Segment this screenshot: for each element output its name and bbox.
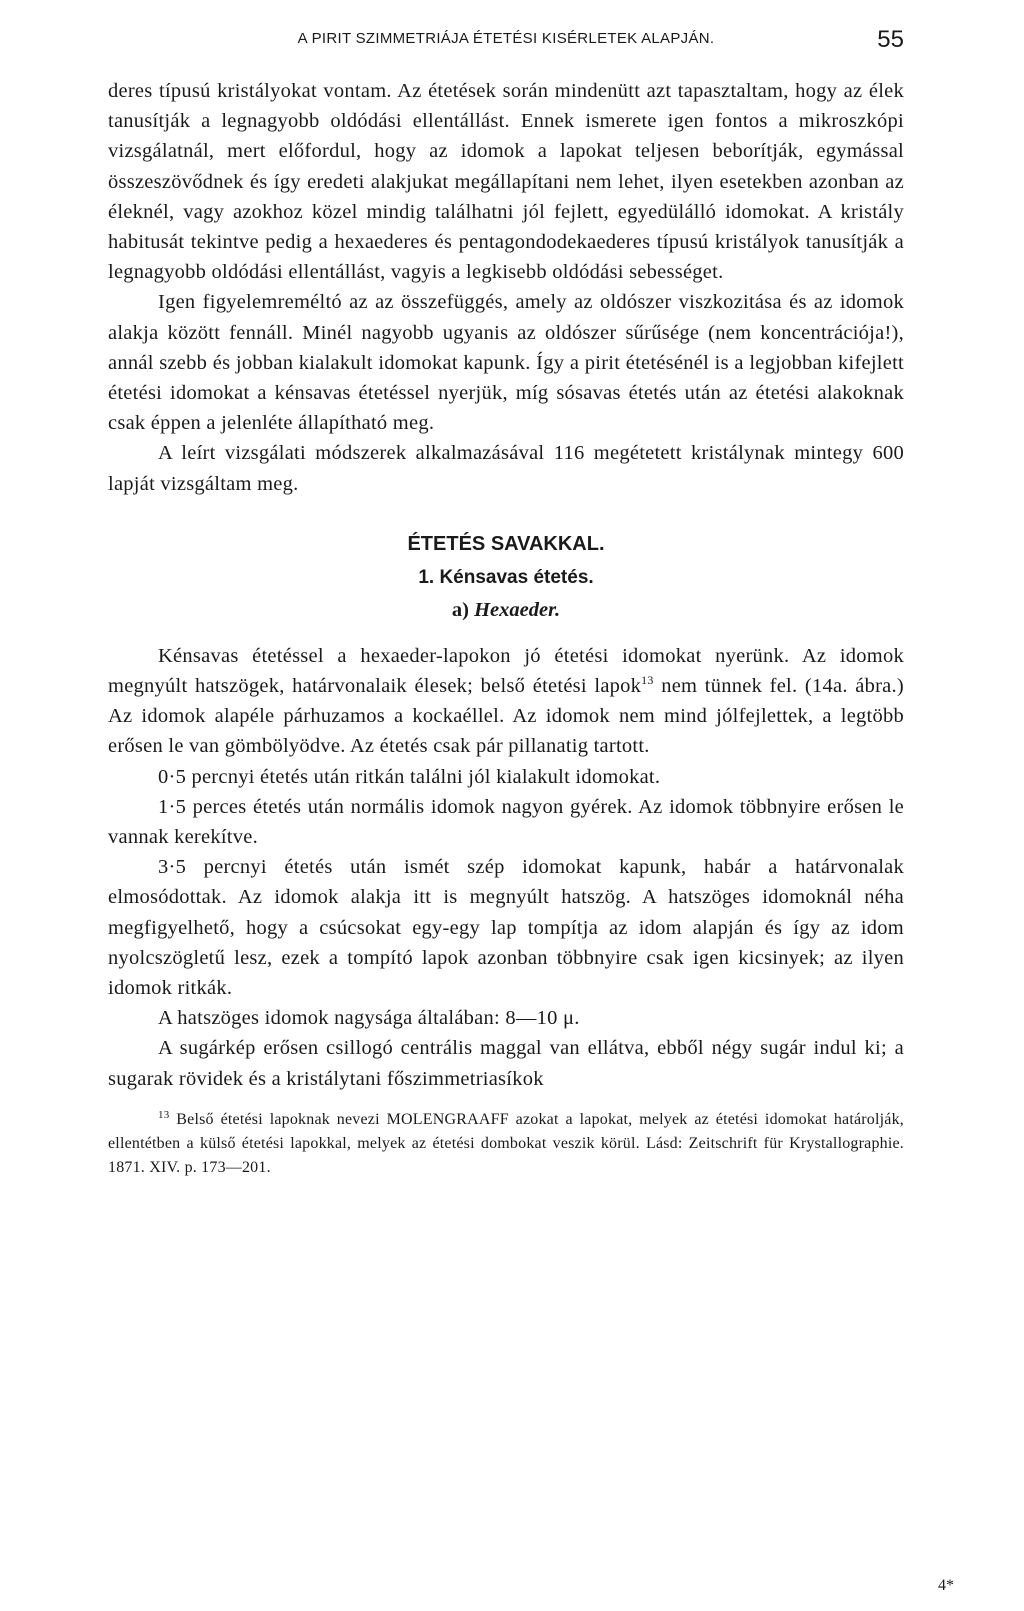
footnote xyxy=(108,1108,904,1180)
paragraph-hexaeder xyxy=(108,641,904,762)
paragraph-continued: deres típusú kristályokat vontam. Az étetések során mindenütt azt tapasztaltam, hogy az élek tanusítják a legnagyobb oldódási ellentállást. Ennek ismerete igen fontos a mikroszkópi vizsgálatnál, mert előfordul, hogy az idomok a lapokat teljesen beborítják, egymással összeszövődnek és így eredeti alakjukat megállapítani nem lehet, ilyen esetekben azonban az éleknél, vagy azokhoz közel mindig találhatni jól fejlett, egyedülálló idomokat. A kristály habitusát tekintve pedig a hexaederes és pentagondodekaederes típusú kristályok tanusítják a legnagyobb oldódási ellentállást, vagyis a legkisebb oldódási sebességet. xyxy=(108,80,904,284)
paragraph-1-5-minute: 1·5 perces étetés után normális idomok nagyon gyérek. Az idomok többnyire erősen le vannak kerekítve. xyxy=(108,795,904,849)
paragraph-ray-image: A sugárkép erősen csillogó centrális maggal van ellátva, ebből négy sugár indul ki; a sugarak rövidek és a kristálytani főszimmetriasíkok xyxy=(108,1037,904,1090)
paragraph-hexaeder-text-1: Kénsavas étetéssel a hexaeder-lapokon jó étetési idomokat nyerünk. Az idomok megnyúlt hatszögek, határvonalaik élesek; belső étetési lapok xyxy=(108,644,904,698)
footnote-reference: 13 xyxy=(641,673,654,688)
footnote-text: Belső étetési lapoknak nevezi MOLENGRAAFF azokat a lapokat, melyek az étetési idomokat határolják, ellentétben a külső étetési lapokkal, melyek az étetési dombokat veszik körül. Lásd: Zeitschrift für Krystallographie. 1871. XIV. p. 173—201. xyxy=(108,1110,904,1176)
subsubsection-heading xyxy=(108,595,904,625)
subsection-heading: 1. Kénsavas étetés. xyxy=(418,566,594,588)
signature-mark: 4* xyxy=(938,1577,954,1594)
paragraph-0-5-minute: 0·5 percnyi étetés után ritkán találni jól kialakult idomokat. xyxy=(158,765,661,788)
paragraph-viscosity: Igen figyelemreméltó az az összefüggés, amely az oldószer viszkozitása és az idomok alakja között fennáll. Minél nagyobb ugyanis az oldószer sűrűsége (nem koncentrációja!), annál szebb és jobban kialakult idomokat kapunk. Így a pirit étetésénél is a legjobban kifejlett étetési idomokat a kénsavas étetéssel nyerjük, míg sósavas étetés után az étetési alakoknak csak éppen a jelenléte állapítható meg. xyxy=(108,291,904,435)
page-content xyxy=(108,26,904,1180)
paragraph-size: A hatszöges idomok nagysága általában: 8—10 μ. xyxy=(158,1007,580,1030)
paragraph-hexaeder-text-2: nem tünnek fel. (14a. ábra.) Az idomok alapéle párhuzamos a kockaéllel. Az idomok nem mind jólfejlettek, a legtöbb erősen le van gömbölyödve. Az étetés csak pár pillanatig tartott. xyxy=(108,675,904,758)
running-title: A PIRIT SZIMMETRIÁJA ÉTETÉSI KISÉRLETEK ALAPJÁN. xyxy=(297,30,715,47)
section-heading: ÉTETÉS SAVAKKAL. xyxy=(407,532,605,555)
running-header xyxy=(108,26,904,54)
subsubsection-name: Hexaeder. xyxy=(474,598,561,621)
paragraph-3-5-minute: 3·5 percnyi étetés után ismét szép idomokat kapunk, habár a határvonalak elmosódottak. Az idomok alakja itt is megnyúlt hatszög. A hatszöges idomoknál néha megfigyelhető, hogy a csúcsokat egy-egy lap tompítja az idom alapján és így az idom nyolcszögletű lesz, ezek a tompító lapok azonban többnyire csak igen kicsinyek; az ilyen idomok ritkák. xyxy=(108,856,904,1000)
subsubsection-prefix: a) xyxy=(451,598,469,621)
page-number: 55 xyxy=(877,26,904,53)
paragraph-methods: A leírt vizsgálati módszerek alkalmazásával 116 megétetett kristálynak mintegy 600 lapját vizsgáltam meg. xyxy=(108,442,904,495)
footnote-mark: 13 xyxy=(158,1108,170,1121)
